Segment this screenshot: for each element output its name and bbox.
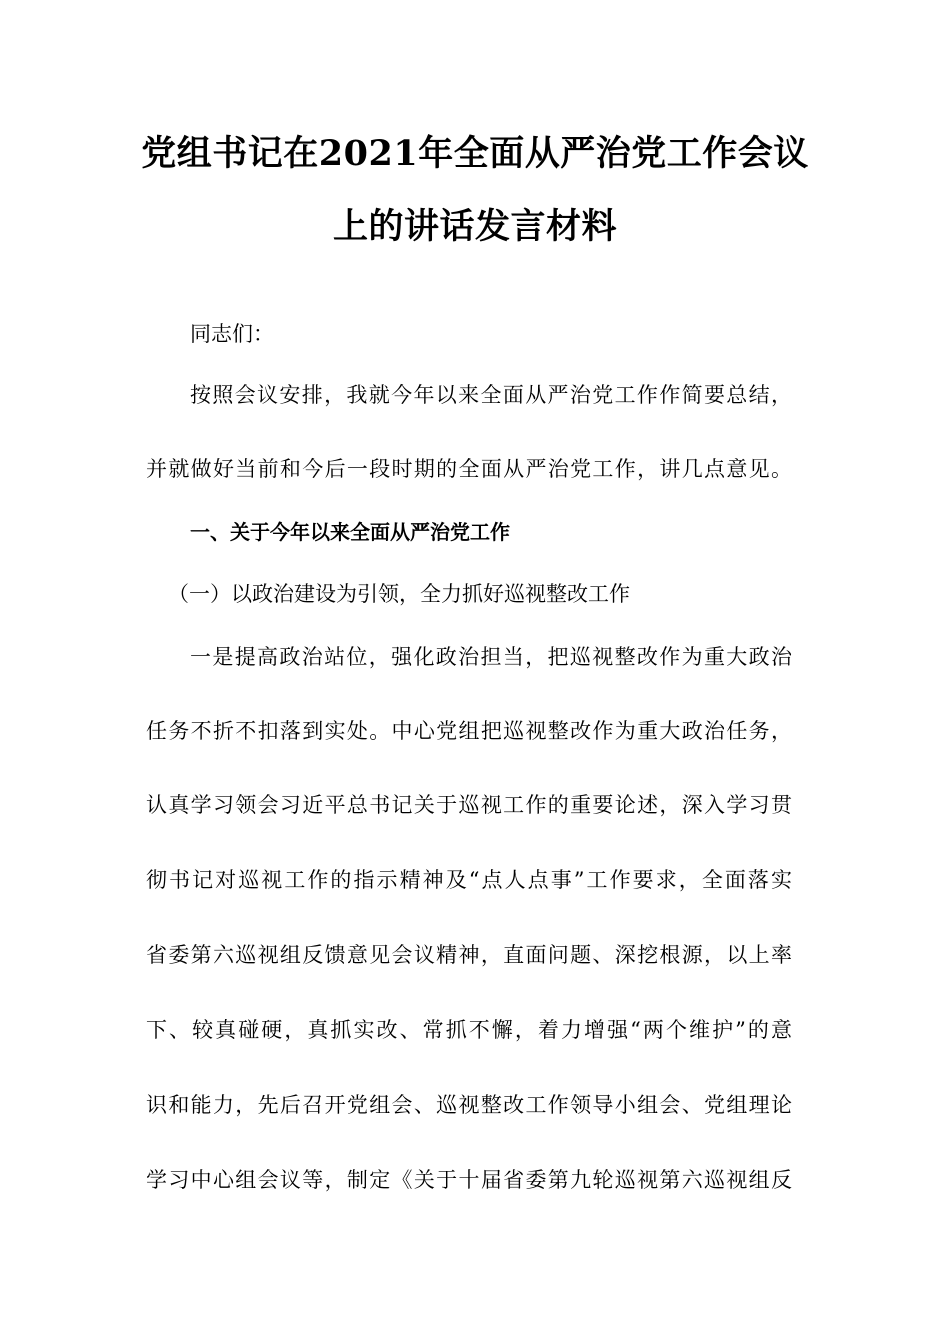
paragraph-line: 一是提高政治站位，强化政治担当，把巡视整改作为重大政治 xyxy=(190,645,792,669)
paragraph-line: 认真学习领会习近平总书记关于巡视工作的重要论述，深入学习贯 xyxy=(146,793,792,817)
paragraph-line: 识和能力，先后召开党组会、巡视整改工作领导小组会、党组理论 xyxy=(146,1093,792,1117)
section-heading: 一、关于今年以来全面从严治党工作 xyxy=(190,520,510,544)
paragraph-line: 省委第六巡视组反馈意见会议精神，直面问题、深挖根源，以上率 xyxy=(146,943,792,967)
paragraph-line: 彻书记对巡视工作的指示精神及“点人点事”工作要求，全面落实 xyxy=(146,868,792,892)
paragraph-line: 下、较真碰硬，真抓实改、常抓不懈，着力增强“两个维护”的意 xyxy=(146,1018,792,1042)
salutation: 同志们： xyxy=(190,322,274,346)
document-title-line-2: 上的讲话发言材料 xyxy=(332,206,617,247)
paragraph-line: 并就做好当前和今后一段时期的全面从严治党工作，讲几点意见。 xyxy=(146,457,792,481)
paragraph-line: 任务不折不扣落到实处。中心党组把巡视整改作为重大政治任务， xyxy=(146,719,792,743)
paragraph-line: 学习中心组会议等，制定《关于十届省委第九轮巡视第六巡视组反 xyxy=(146,1168,792,1192)
paragraph-line: 按照会议安排，我就今年以来全面从严治党工作作简要总结， xyxy=(190,383,792,407)
document-title-line-1: 党组书记在2021年全面从严治党工作会议 xyxy=(141,133,809,174)
subsection-heading: （一）以政治建设为引领，全力抓好巡视整改工作 xyxy=(168,582,630,606)
